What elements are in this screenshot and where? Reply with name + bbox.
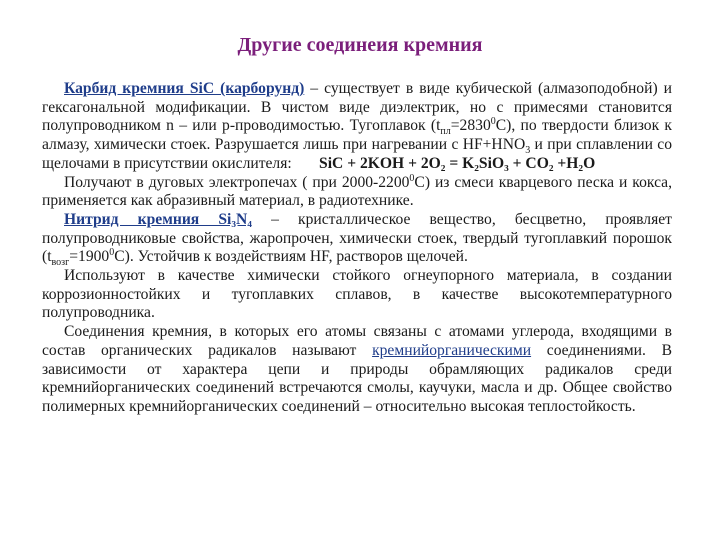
- paragraph-silicon-nitride: [42, 211, 672, 267]
- p2-sup-degree: 0: [409, 172, 415, 184]
- p4-text: Используют в качестве химически стойкого огнеупорного материала, в создании коррозионностойких и тугоплавких сплавов, в качестве высокотемпературного полупроводника.: [42, 267, 672, 322]
- p1-sup-degree: 0: [490, 116, 496, 128]
- p1-sub-3: 3: [525, 145, 531, 157]
- paragraph-organosilicon: [42, 323, 672, 417]
- p1-text-2: =2830: [450, 117, 491, 135]
- p3-text-3: С). Устойчив к воздействиям HF, растворов щелочей.: [114, 248, 468, 266]
- p1-sub-pl: пл: [440, 126, 451, 138]
- slide-body: [42, 80, 672, 417]
- paragraph-silicon-carbide: [42, 80, 672, 174]
- slide-title: Другие соединеия кремния: [237, 34, 483, 56]
- p3-text-1: – кристаллическое вещество, бесцветно, проявляет полупроводниковые свойства, жаропрочен, химически стоек, твердый тугоплавкий порошок (t: [42, 210, 672, 266]
- term-silicon-carbide: Карбид кремния SiC (карборунд): [64, 80, 305, 97]
- p3-sub-vozg: возг: [51, 257, 70, 269]
- p3-sup-degree: 0: [109, 247, 115, 259]
- organosilicon-link[interactable]: кремнийорганическими: [372, 341, 532, 359]
- p2-text-1: Получают в дуговых электропечах ( при 2000-2200: [64, 173, 410, 191]
- term-silicon-nitride: Нитрид кремния Si₃N₄: [64, 210, 252, 228]
- p1-text-1: – существует в виде кубической (алмазоподобной) и гексагональной модификации. В чистом виде диэлектрик, но с примесями становится полупроводником n – или p-проводимостью. Тугоплавок (t: [42, 80, 672, 135]
- paragraph-usage: [42, 267, 672, 323]
- paragraph-production: [42, 174, 672, 211]
- p5-text-2: соединениями. В зависимости от характера цепи и природы обрамляющих радикалов среди кремнийорганических соединений встречаются смолы, каучуки, масла и др. Общее свойство полимерных кремнийорганических соединений – относительно высокая теплостойкость.: [42, 341, 673, 415]
- p1-text-4: и при сплавлении со щелочами в присутствии окислителя:: [42, 136, 672, 172]
- p2-text-2: С) из смеси кварцевого песка и кокса, применяется как абразивный материал, в радиотехнике.: [42, 173, 672, 210]
- p5-text-1: Соединения кремния, в которых его атомы связаны с атомами углерода, входящими в состав органических радикалов называют: [42, 323, 672, 359]
- p3-text-2: =1900: [69, 248, 110, 266]
- reaction-equation: SiC + 2KOH + 2O₂ = K₂SiO₃ + CO₂ +H₂O: [319, 154, 596, 172]
- p1-text-3: C), по твердости близок к алмазу, химически стоек. Разрушается лишь при нагревании с HF+HNO: [42, 117, 673, 154]
